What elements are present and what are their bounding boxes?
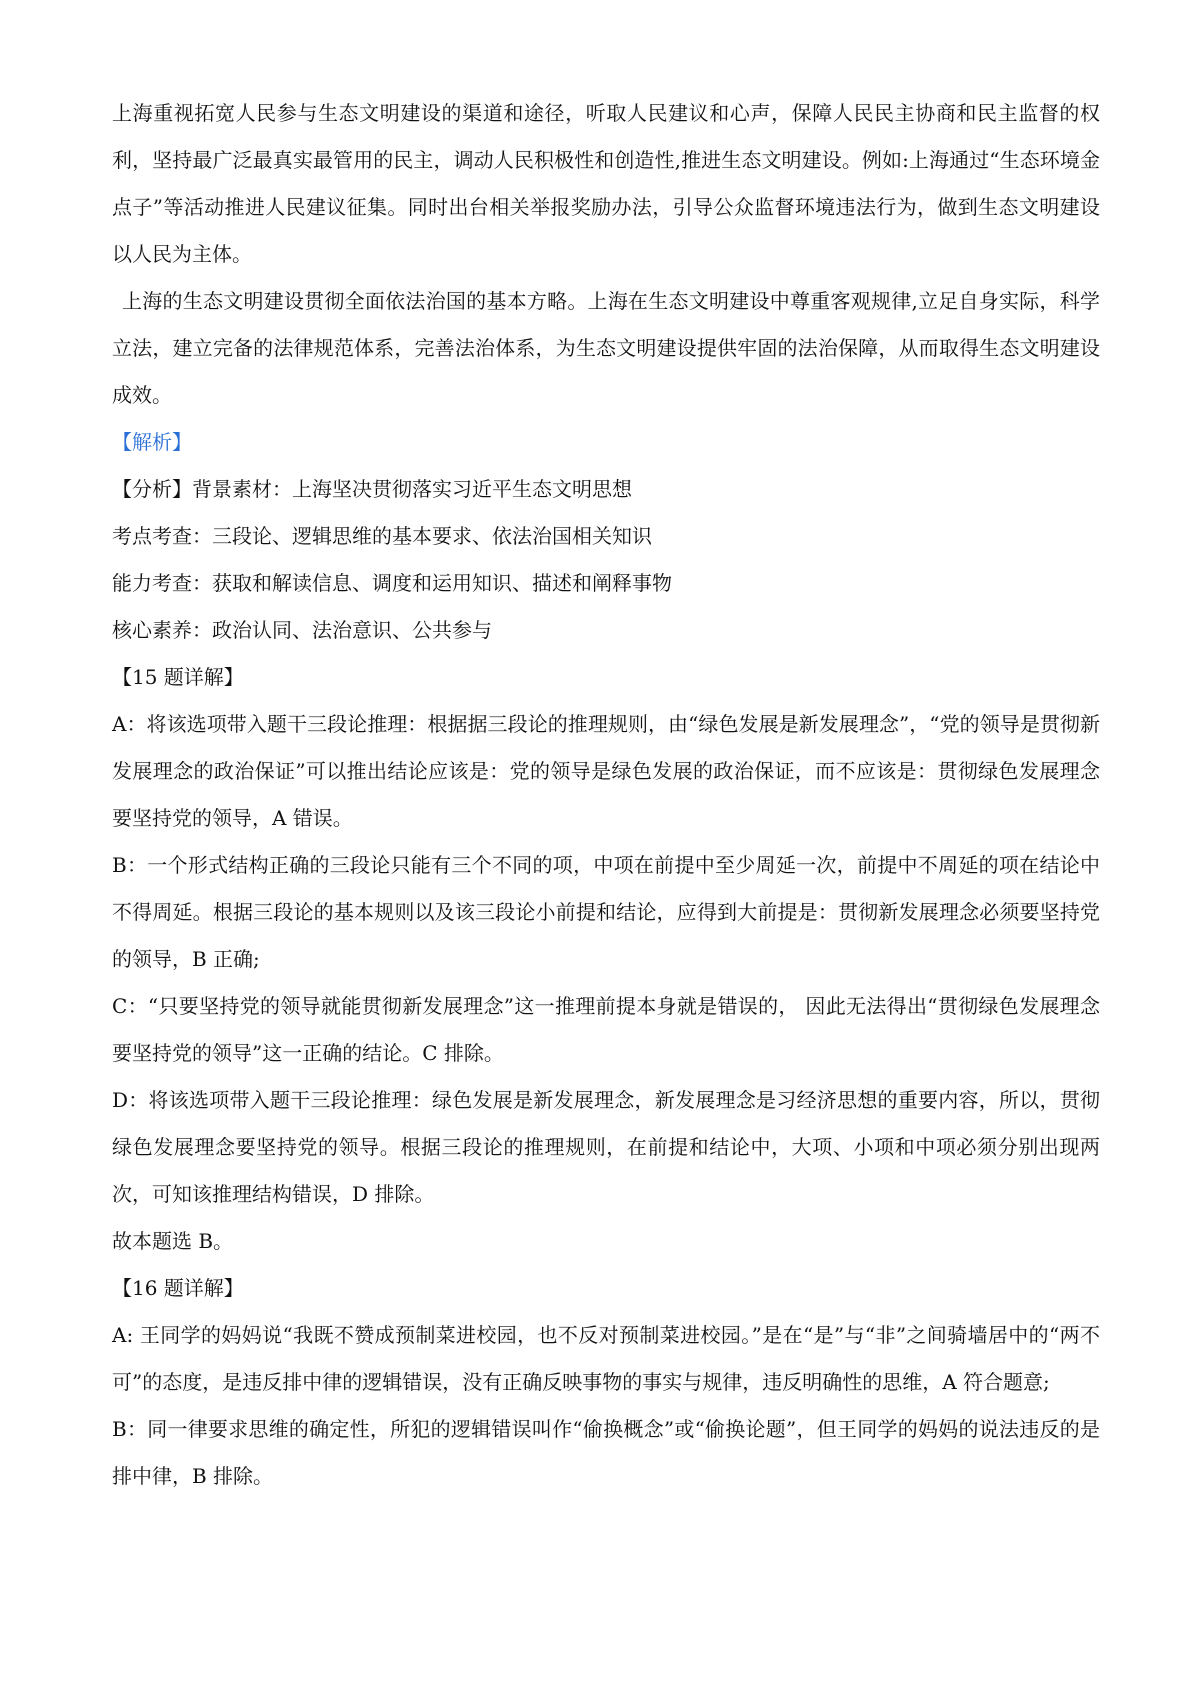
q16-option-a: A: 王同学的妈妈说“我既不赞成预制菜进校园，也不反对预制菜进校园。”是在“是”与“非”之间骑墙居中的“两不可”的态度，是违反排中律的逻辑错误，没有正确反映事物的事实与规律，违反明确性的思维，A 符合题意; bbox=[112, 1323, 1100, 1394]
analysis-abilities: 能力考查：获取和解读信息、调度和运用知识、描述和阐释事物 bbox=[112, 571, 672, 595]
analysis-link[interactable]: 【解析】 bbox=[112, 430, 192, 454]
paragraph-rule-of-law: 上海的生态文明建设贯彻全面依法治国的基本方略。上海在生态文明建设中尊重客观规律,立足自身实际，科学立法，建立完备的法律规范体系，完善法治体系，为生态文明建设提供牢固的法治保障，从而取得生态文明建设成效。 bbox=[112, 289, 1100, 407]
q15-heading: 【15 题详解】 bbox=[112, 665, 244, 689]
q15-answer: 故本题选 B。 bbox=[112, 1229, 234, 1253]
q15-option-b: B：一个形式结构正确的三段论只能有三个不同的项，中项在前提中至少周延一次，前提中不周延的项在结论中不得周延。根据三段论的基本规则以及该三段论小前提和结论，应得到大前提是：贯彻新发展理念必须要坚持党的领导，B 正确; bbox=[112, 853, 1100, 971]
q15-option-d: D：将该选项带入题干三段论推理：绿色发展是新发展理念，新发展理念是习经济思想的重要内容，所以，贯彻绿色发展理念要坚持党的领导。根据三段论的推理规则，在前提和结论中，大项、小项和中项必须分别出现两次，可知该推理结构错误，D 排除。 bbox=[112, 1088, 1100, 1206]
analysis-core-literacy: 核心素养：政治认同、法治意识、公共参与 bbox=[112, 618, 492, 642]
q16-option-b: B：同一律要求思维的确定性，所犯的逻辑错误叫作“偷换概念”或“偷换论题”，但王同学的妈妈的说法违反的是排中律，B 排除。 bbox=[112, 1417, 1100, 1488]
q15-option-a: A：将该选项带入题干三段论推理：根据据三段论的推理规则，由“绿色发展是新发展理念”，“党的领导是贯彻新发展理念的政治保证”可以推出结论应该是：党的领导是绿色发展的政治保证，而不应该是：贯彻绿色发展理念要坚持党的领导，A 错误。 bbox=[112, 712, 1100, 830]
analysis-test-points: 考点考查：三段论、逻辑思维的基本要求、依法治国相关知识 bbox=[112, 524, 652, 548]
q16-heading: 【16 题详解】 bbox=[112, 1276, 244, 1300]
q15-option-c: C：“只要坚持党的领导就能贯彻新发展理念”这一推理前提本身就是错误的， 因此无法得出“贯彻绿色发展理念要坚持党的领导”这一正确的结论。C 排除。 bbox=[112, 994, 1100, 1065]
paragraph-public-participation: 上海重视拓宽人民参与生态文明建设的渠道和途径，听取人民建议和心声，保障人民民主协商和民主监督的权利，坚持最广泛最真实最管用的民主，调动人民积极性和创造性,推进生态文明建设。例如:上海通过“生态环境金点子”等活动推进人民建议征集。同时出台相关举报奖励办法，引导公众监督环境违法行为，做到生态文明建设以人民为主体。 bbox=[112, 101, 1100, 266]
analysis-background: 【分析】背景素材：上海坚决贯彻落实习近平生态文明思想 bbox=[112, 477, 632, 501]
document-body bbox=[112, 90, 1100, 1500]
